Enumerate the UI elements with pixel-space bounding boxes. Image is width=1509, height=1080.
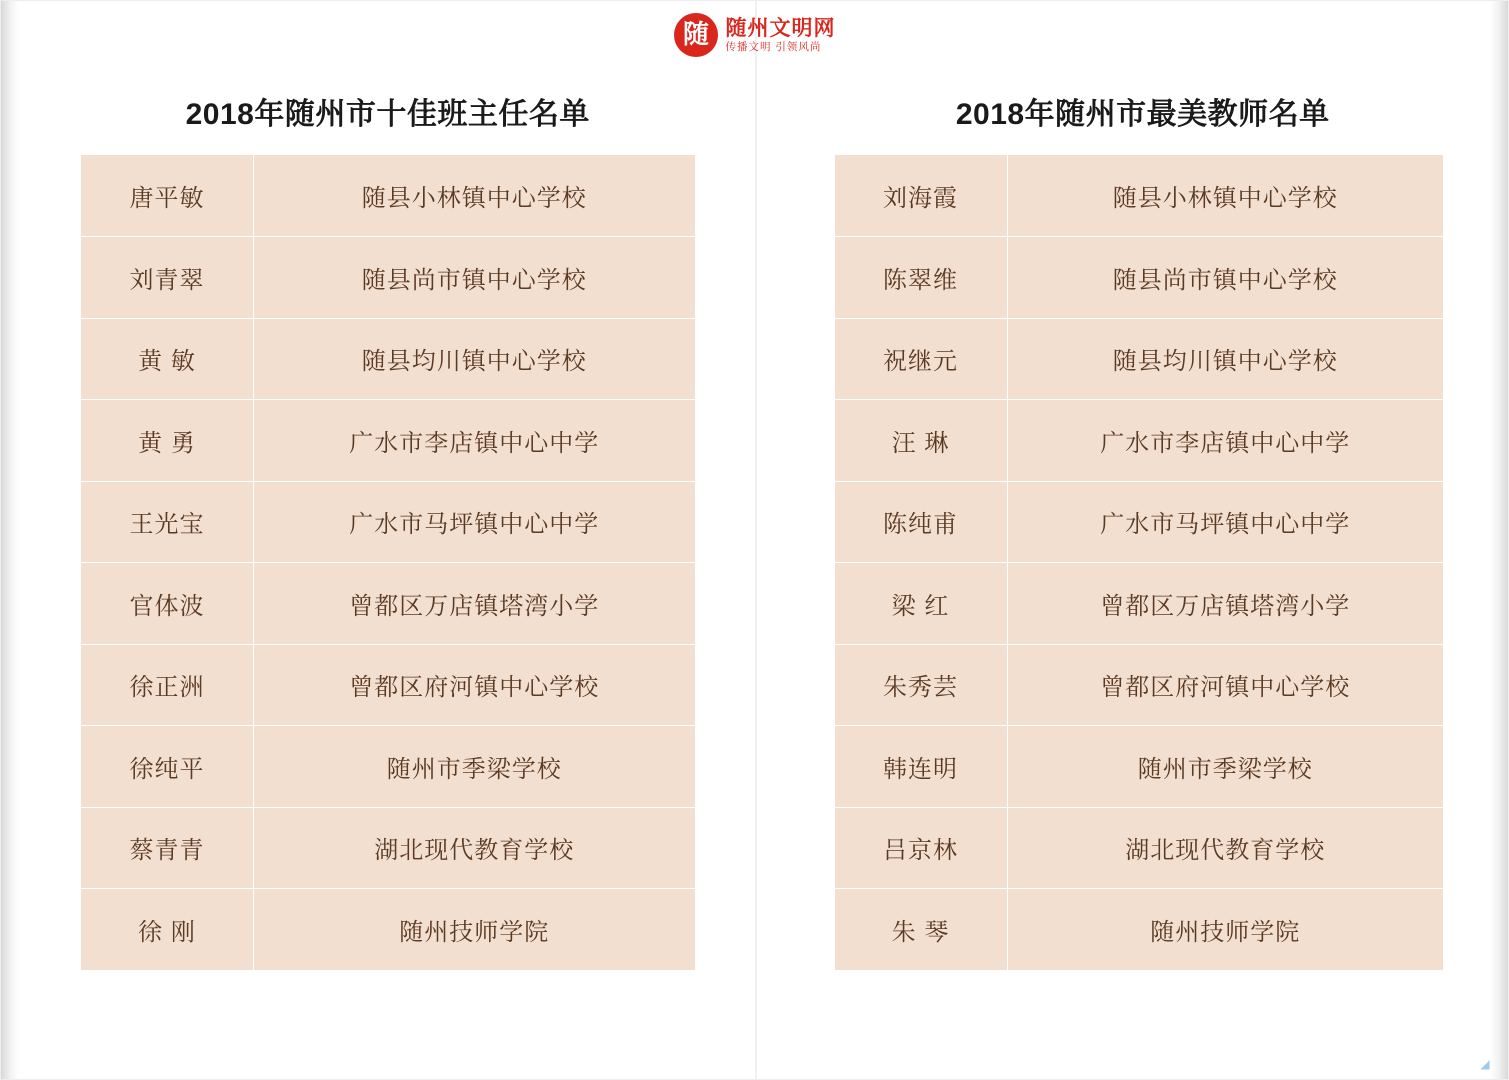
table-row: [81, 726, 695, 808]
table-row: [81, 155, 695, 237]
cell-school: 曾都区府河镇中心学校: [254, 644, 695, 726]
list-column-left: [1, 71, 755, 970]
cell-name: 祝继元: [835, 318, 1008, 400]
table-row: [81, 807, 695, 889]
table-row: [835, 237, 1444, 319]
list-title-right: 2018年随州市最美教师名单: [955, 98, 1330, 131]
cell-school: 曾都区府河镇中心学校: [1007, 644, 1443, 726]
cell-school: 广水市李店镇中心中学: [254, 400, 695, 482]
logo-glyph: 随: [682, 20, 708, 49]
table-row: [81, 563, 695, 645]
site-slogan: 传播文明 引领风尚: [725, 40, 822, 53]
site-logo-text: [726, 17, 836, 54]
table-row: [835, 889, 1444, 971]
cell-school: 广水市马坪镇中心中学: [254, 481, 695, 563]
site-logo-icon: [674, 13, 718, 57]
cell-name: 徐纯平: [81, 726, 254, 808]
cell-name: 唐平敏: [81, 155, 254, 237]
cell-school: 随县尚市镇中心学校: [254, 237, 695, 319]
cell-name: 刘海霞: [835, 155, 1008, 237]
cell-school: 随州市季梁学校: [1007, 726, 1443, 808]
list-title-left: 2018年随州市十佳班主任名单: [185, 98, 590, 131]
cell-name: 吕京林: [835, 807, 1008, 889]
table-row: [835, 726, 1444, 808]
list-column-right: [755, 71, 1509, 970]
cell-name: 朱 琴: [835, 889, 1008, 971]
table-row: [81, 644, 695, 726]
table-row: [81, 318, 695, 400]
site-name: 随州文明网: [725, 16, 836, 40]
cell-school: 广水市马坪镇中心中学: [1007, 481, 1443, 563]
lists-container: [1, 71, 1508, 970]
name-table-left: [81, 155, 695, 970]
cell-name: 黄 敏: [81, 318, 254, 400]
table-row: [835, 807, 1444, 889]
table-row: [835, 400, 1444, 482]
table-row: [81, 237, 695, 319]
cell-name: 韩连明: [835, 726, 1008, 808]
cell-school: 湖北现代教育学校: [1007, 807, 1443, 889]
cell-school: 随县尚市镇中心学校: [1007, 237, 1443, 319]
cell-school: 广水市李店镇中心中学: [1007, 400, 1443, 482]
cell-name: 陈纯甫: [835, 481, 1008, 563]
cell-school: 湖北现代教育学校: [254, 807, 695, 889]
corner-mark-icon: ◢: [1480, 1057, 1490, 1071]
table-row: [835, 318, 1444, 400]
cell-school: 随州技师学院: [254, 889, 695, 971]
cell-name: 梁 红: [835, 563, 1008, 645]
cell-name: 陈翠维: [835, 237, 1008, 319]
cell-school: 曾都区万店镇塔湾小学: [254, 563, 695, 645]
name-table-right: [835, 155, 1444, 970]
cell-name: 王光宝: [81, 481, 254, 563]
cell-name: 刘青翠: [81, 237, 254, 319]
cell-school: 随州技师学院: [1007, 889, 1443, 971]
cell-name: 黄 勇: [81, 400, 254, 482]
cell-name: 徐 刚: [81, 889, 254, 971]
table-row: [835, 155, 1444, 237]
cell-name: 徐正洲: [81, 644, 254, 726]
table-row: [835, 563, 1444, 645]
table-row: [81, 481, 695, 563]
cell-school: 随县小林镇中心学校: [1007, 155, 1443, 237]
table-row: [81, 400, 695, 482]
table-row: [81, 889, 695, 971]
cell-name: 蔡青青: [81, 807, 254, 889]
cell-school: 随州市季梁学校: [254, 726, 695, 808]
table-row: [835, 481, 1444, 563]
cell-name: 朱秀芸: [835, 644, 1008, 726]
cell-school: 随县均川镇中心学校: [1007, 318, 1443, 400]
cell-school: 随县小林镇中心学校: [254, 155, 695, 237]
cell-school: 曾都区万店镇塔湾小学: [1007, 563, 1443, 645]
cell-name: 官体波: [81, 563, 254, 645]
site-header: [1, 9, 1508, 61]
cell-name: 汪 琳: [835, 400, 1008, 482]
cell-school: 随县均川镇中心学校: [254, 318, 695, 400]
table-row: [835, 644, 1444, 726]
